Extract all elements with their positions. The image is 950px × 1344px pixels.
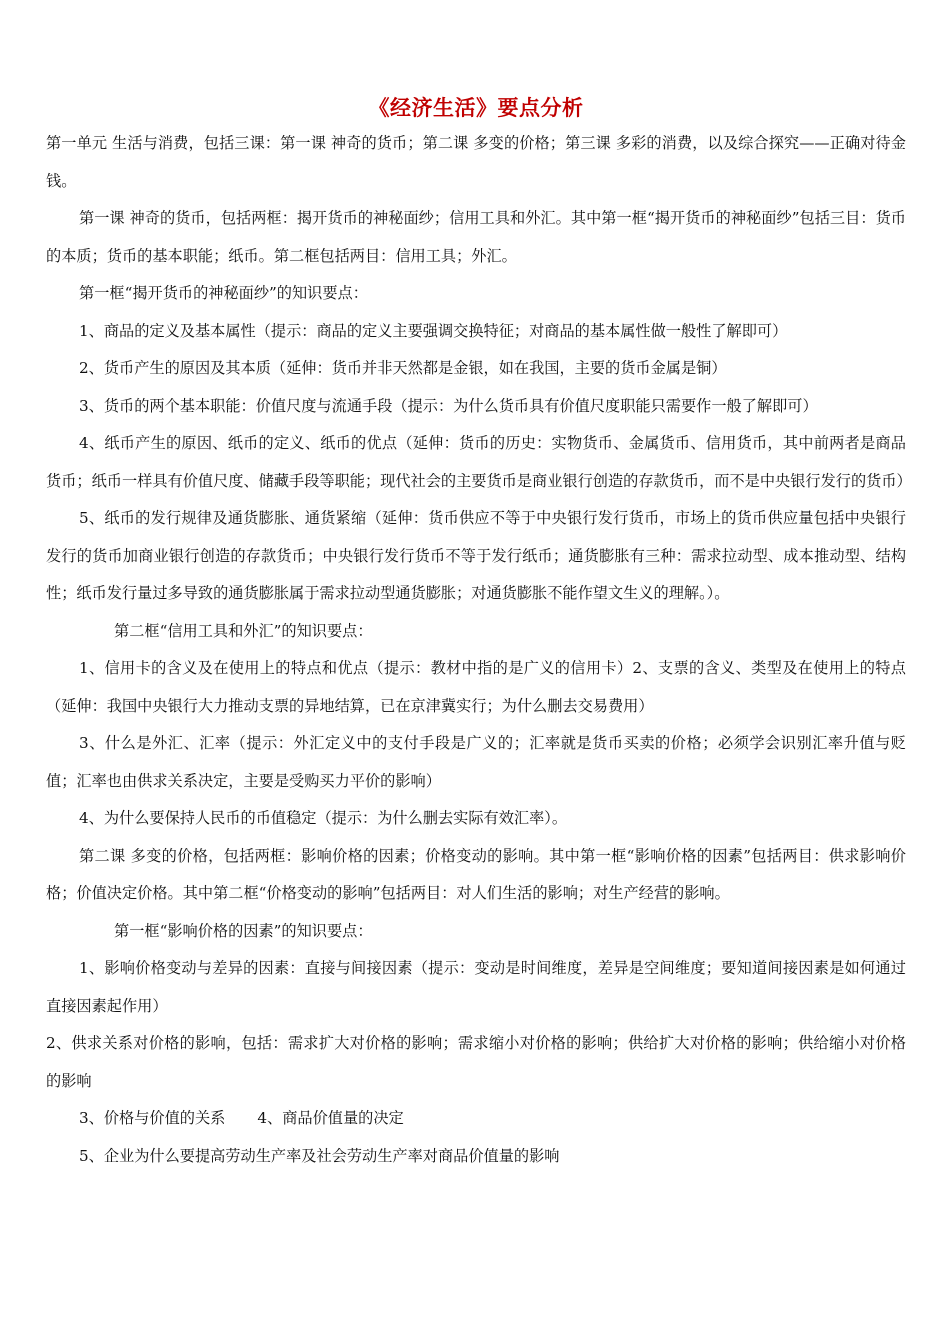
paragraph-price-frame-heading: 第一框“影响价格的因素”的知识要点： — [114, 921, 373, 940]
paragraph-price-point-2: 2、供求关系对价格的影响，包括：需求扩大对价格的影响；需求缩小对价格的影响；供给扩大对价格的影响；供给缩小对价格的影响 — [46, 1034, 906, 1090]
paragraph-forex-point: 3、什么是外汇、汇率（提示：外汇定义中的支付手段是广义的；汇率就是货币买卖的价格；必须学会识别汇率升值与贬值；汇率也由供求关系决定，主要是受购买力平价的影响） — [46, 734, 906, 790]
paragraph-frame1-heading: 第一框“揭开货币的神秘面纱”的知识要点： — [79, 284, 368, 302]
price-point-4: 4、商品价值量的决定 — [257, 1109, 404, 1127]
paragraph-unit-intro: 第一单元 生活与消费，包括三课：第一课 神奇的货币；第二课 多变的价格；第三课 多彩的消费，以及综合探究——正确对待金钱。 — [46, 134, 906, 190]
paragraph-credit-points: 1、信用卡的含义及在使用上的特点和优点（提示：教材中指的是广义的信用卡）2、支票的含义、类型及在使用上的特点（延伸：我国中央银行大力推动支票的异地结算，已在京津冀实行；为什么删去交易费用） — [46, 659, 906, 715]
paragraph-lesson1-intro: 第一课 神奇的货币，包括两框：揭开货币的神秘面纱；信用工具和外汇。其中第一框“揭开货币的神秘面纱”包括三目：货币的本质；货币的基本职能；纸币。第二框包括两目：信用工具；外汇。 — [46, 209, 906, 265]
paragraph-frame2-heading: 第二框“信用工具和外汇”的知识要点： — [114, 621, 373, 640]
paragraph-price-point-1: 1、影响价格变动与差异的因素：直接与间接因素（提示：变动是时间维度，差异是空间维度；要知道间接因素是如何通过直接因素起作用） — [46, 959, 906, 1015]
paragraph-point-4: 4、纸币产生的原因、纸币的定义、纸币的优点（延伸：货币的历史：实物货币、金属货币、信用货币，其中前两者是商品货币；纸币一样具有价值尺度、储藏手段等职能；现代社会的主要货币是商业银行创造的存款货币，而不是中央银行发行的货币） — [46, 434, 912, 490]
document-title: 《经济生活》要点分析 — [368, 95, 584, 120]
paragraph-point-2: 2、货币产生的原因及其本质（延伸：货币并非天然都是金银，如在我国，主要的货币金属是铜） — [79, 359, 727, 377]
price-point-3: 3、价格与价值的关系 — [79, 1109, 226, 1127]
paragraph-lesson2-intro: 第二课 多变的价格，包括两框：影响价格的因素；价格变动的影响。其中第一框“影响价格的因素”包括两目：供求影响价格；价值决定价格。其中第二框“价格变动的影响”包括两目：对人们生活的影响；对生产经营的影响。 — [46, 846, 906, 902]
paragraph-point-1: 1、商品的定义及基本属性（提示：商品的定义主要强调交换特征；对商品的基本属性做一般性了解即可） — [79, 321, 788, 340]
document-page — [46, 93, 912, 1175]
paragraph-price-point-5: 5、企业为什么要提高劳动生产率及社会劳动生产率对商品价值量的影响 — [79, 1146, 560, 1165]
paragraph-rmb-point: 4、为什么要保持人民币的币值稳定（提示：为什么删去实际有效汇率）。 — [79, 809, 568, 827]
paragraph-point-5: 5、纸币的发行规律及通货膨胀、通货紧缩（延伸：货币供应不等于中央银行发行货币，市场上的货币供应量包括中央银行发行的货币加商业银行创造的存款货币；中央银行发行货币不等于发行纸币；通货膨胀有三种：需求拉动型、成本推动型、结构性；纸币发行量过多导致的通货膨胀属于需求拉动型通货膨胀；对通货膨胀不能作望文生义的理解。）。 — [46, 509, 906, 602]
paragraph-price-points-3-4 — [46, 1100, 906, 1138]
paragraph-point-3: 3、货币的两个基本职能：价值尺度与流通手段（提示：为什么货币具有价值尺度职能只需要作一般了解即可） — [79, 396, 818, 415]
